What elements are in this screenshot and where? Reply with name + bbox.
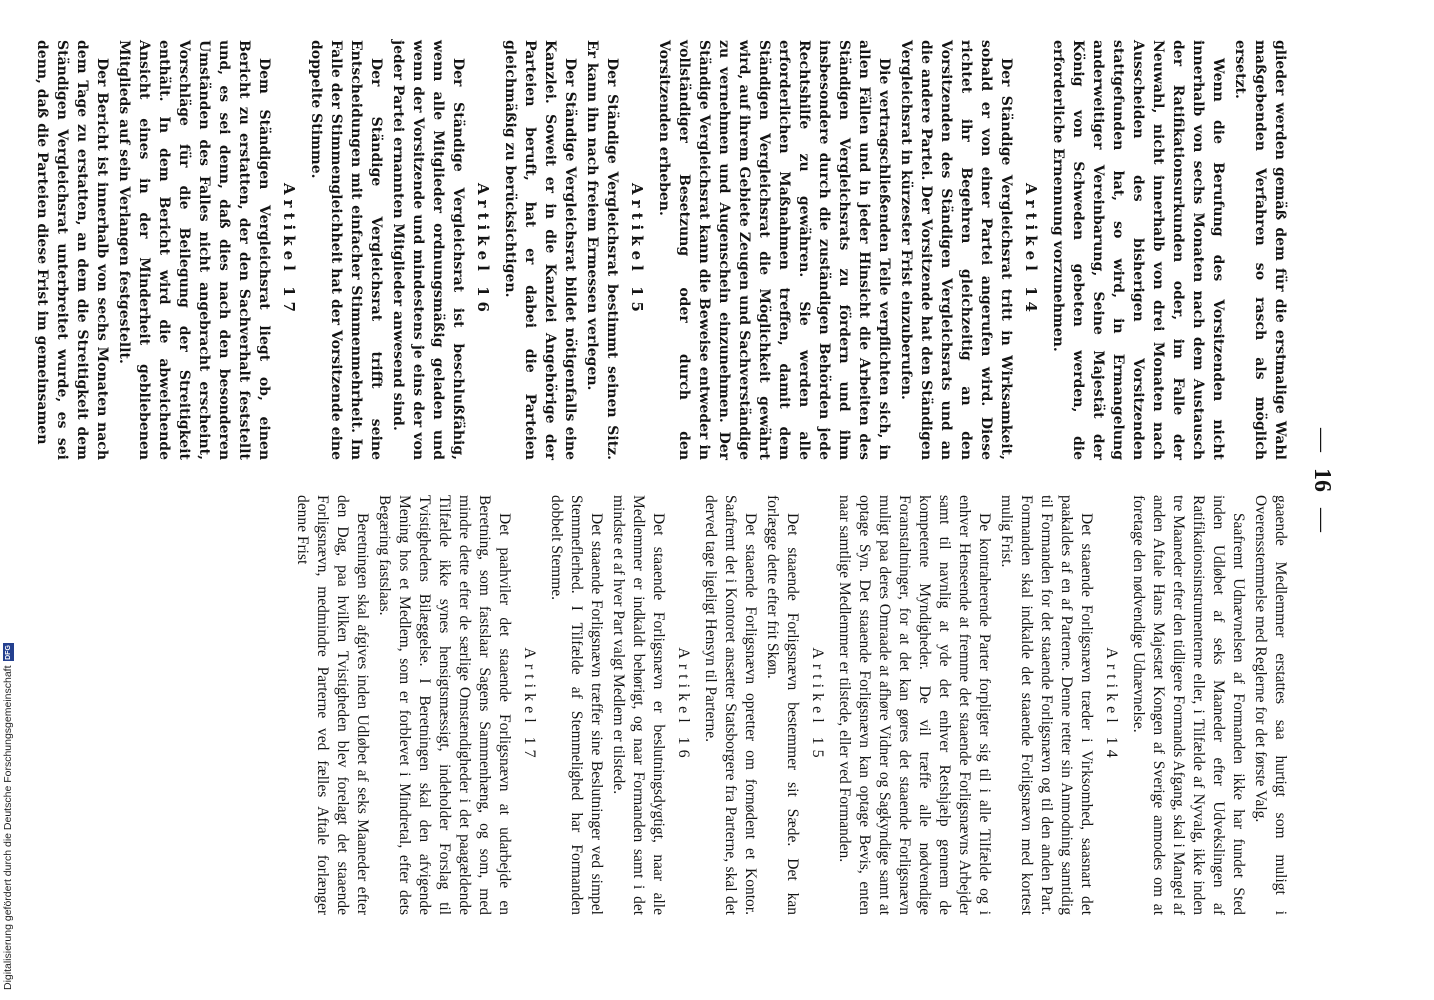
- dfg-logo-icon: DFG: [4, 645, 12, 660]
- german-article-16-heading: Artikel 16: [474, 183, 492, 317]
- german-article-15-paragraph-2: Der Ständige Vergleichsrat bildet nötigenfalls eine Kanzlei. Soweit er in die Kanzlei Angehörige der Parteien beruft, hat er dabei die Parteien gleichmäßig zu berücksichtigen.: [502, 40, 578, 460]
- page-header: [1302, 40, 1342, 920]
- credit-text: Digitalisierung gefördert durch die Deutsche Forschungsgemeinschaft: [2, 665, 14, 990]
- german-article-15-paragraph-1: Der Ständige Vergleichsrat bestimmt seinen Sitz. Er kann ihn nach freiem Ermessen verlegen.: [584, 40, 620, 460]
- german-column: [34, 40, 1290, 460]
- danish-article-14-paragraph-1: Det staaende Forligsnævn træder i Virksomhed, saasnart det paakaldes af en af Parterne. Denne retter sin Anmodning samtidig til Formanden for det staaende Forligsnævn og til den anden Part. Formanden skal indkalde det staaende Forligsnævn med kortest mulig Frist.: [998, 495, 1095, 915]
- danish-intro-continuation: gaaende Medlemmer erstattes saa hurtigt som muligt i Overensstemmelse med Reglerne for det første Valg.: [1252, 495, 1289, 915]
- german-article-15-heading: Artikel 15: [628, 183, 646, 317]
- danish-intro-paragraph: Saafremt Udnævnelsen af Formanden ikke har fundet Sted inden Udløbet af seks Maaneder efter Udvekslingen af Ratifikationsinstrumenterne eller, i Tilfælde af Nyvalg, ikke inden tre Maaneder efter den tidligere Formands Afgang, skal i Mangel af anden Aftale Hans Majestæt Kongen af Sverige anmodes om at foretage den nødvendige Udnævnelse.: [1130, 495, 1247, 915]
- german-article-16-paragraph-1: Der Ständige Vergleichsrat ist beschlußfähig, wenn alle Mitglieder ordnungsmäßig geladen und wenn der Vorsitzende und mindestens je eins der von jeder Partei ernannten Mitglieder anwesend sind.: [390, 40, 466, 460]
- german-article-17-paragraph-1: Dem Ständigen Vergleichsrat liegt ob, einen Bericht zu erstatten, der den Sachverhalt feststellt und, es sei denn, daß dies nach den besonderen Umständen des Falles nicht angebracht erscheint, Vorschläge für die Beilegung der Streitigkeit enthält. In dem Bericht wird die abweichende Ansicht eines in der Minderheit gebliebenen Mitglieds auf sein Verlangen festgestellt.: [116, 40, 272, 460]
- danish-article-15-heading: Artikel 15: [809, 647, 826, 763]
- german-article-17-heading: Artikel 17: [280, 183, 298, 317]
- danish-article-17-heading: Artikel 17: [521, 647, 538, 763]
- german-article-14-heading: Artikel 14: [1022, 183, 1040, 317]
- header-dash-right: —: [1309, 508, 1336, 532]
- danish-article-15-paragraph-2: Det staaende Forligsnævn opretter om fornødent et Kontor. Saafremt det i Kontoret ansætter Statsborgere fra Parterne, skal det derved tage ligeligt Hensyn til Parterne.: [702, 495, 759, 915]
- german-intro-paragraph: Wenn die Berufung des Vorsitzenden nicht innerhalb von sechs Monaten nach dem Austausch der Ratifikationsurkunden oder, im Falle der Neuwahl, nicht innerhalb von drei Monaten nach Ausscheiden des bisherigen Vorsitzenden stattgefunden hat, so wird, in Ermangelung anderweitiger Vereinbarung, Seine Majestät der König von Schweden gebeten werden, die erforderliche Ernennung vorzunehmen.: [1050, 40, 1226, 460]
- danish-article-17-paragraph-2: Beretningen skal afgives inden Udløbet af seks Maaneder efter den Dag, paa hvilken Tvistigheden blev forelagt det staaende Forligsnævn, medmindre Parterne ved fælles Aftale forlænger denne Frist: [294, 495, 371, 915]
- header-dash-left: —: [1309, 428, 1336, 452]
- danish-article-16-paragraph-2: Det staaende Forligsnævn træffer sine Beslutninger ved simpel Stemmeflerhed. I Tilfælde af Stemmelighed har Formanden dobbelt Stemme.: [548, 495, 605, 915]
- danish-article-15-paragraph-1: Det staaende Forligsnævn bestemmer sit Sæde. Det kan forlægge dette efter frit Skøn.: [764, 495, 801, 915]
- danish-article-14-heading: Artikel 14: [1103, 647, 1120, 763]
- danish-article-16-heading: Artikel 16: [675, 647, 692, 763]
- danish-column: [130, 495, 1290, 915]
- german-article-14-paragraph-1: Der Ständige Vergleichsrat tritt in Wirksamkeit, sobald er von einer Partei angerufen wird. Diese richtet ihr Begehren gleichzeitig an den Vorsitzenden des Ständigen Vergleichsrats und an die andere Partei. Der Vorsitzende hat den Ständigen Vergleichsrat in kürzester Frist einzuberufen.: [898, 40, 1014, 460]
- danish-article-14-paragraph-2: De kontraherende Parter forpligter sig til i alle Tilfælde og i enhver Henseende at fremme det staaende Forligsnævns Arbejder samt til navnlig at yde det enhver Retshjælp gennem de kompetente Myndigheder. De vil træffe alle nødvendige Foranstaltninger, for at det kan gøres det staaende Forligsnævn muligt paa deres Omraade at afhøre Vidner og Sagkyndige samt at optage Syn. Det staaende Forligsnævn kan optage Bevis, enten naar samtlige Medlemmer er tilstede, eller ved Formanden.: [836, 495, 993, 915]
- digitization-credit: [2, 643, 14, 990]
- german-article-17-paragraph-2: Der Bericht ist innerhalb von sechs Monaten nach dem Tage zu erstatten, an dem die Streitigkeit dem Ständigen Vergleichsrat unterbreitet wurde, es sei denn, daß die Parteien diese Frist im gemeinsamen: [34, 40, 110, 460]
- german-article-14-paragraph-2: Die vertragschließenden Teile verpflichten sich, in allen Fällen und in jeder Hinsicht die Arbeiten des Ständigen Vergleichsrats zu fördern und ihm insbesondere durch die zuständigen Behörden jede Rechtshilfe zu gewähren. Sie werden alle erforderlichen Maßnahmen treffen, damit dem Ständigen Vergleichsrat die Möglichkeit gewährt wird, auf ihrem Gebiete Zeugen und Sachverständige zu vernehmen und Augenschein einzunehmen. Der Ständige Vergleichsrat kann die Beweise entweder in vollständiger Besetzung oder durch den Vorsitzenden erheben.: [656, 40, 892, 460]
- danish-article-17-paragraph-1: Det paahviler det staaende Forligsnævn at udarbejde en Beretning, som fastslaar Sagens Sammenhæng, og som, med mindre dette efter de særlige Omstændigheder i det paagældende Tilfælde ikke synes hensigtsmæssigt, indeholder Forslag til Tvistighedens Bilæggelse. I Beretningen skal den afvigende Mening hos et Medlem, som er forblevet i Mindretal, efter dets Begæring fastslaas.: [376, 495, 513, 915]
- digitization-credit-bar: [0, 0, 16, 1000]
- scanned-page: [34, 40, 1342, 920]
- german-intro-continuation: glieder werden gemäß dem für die erstmalige Wahl maßgebenden Verfahren so rasch als möglich ersetzt.: [1232, 40, 1288, 460]
- german-article-16-paragraph-2: Der Ständige Vergleichsrat trifft seine Entscheidungen mit einfacher Stimmenmehrheit. Im Falle der Stimmengleichheit hat der Vorsitzende eine doppelte Stimme.: [308, 40, 384, 460]
- danish-article-16-paragraph-1: Det staaende Forligsnævn er beslutningsdygtigt, naar alle Medlemmer er indkaldt behørigt, og naar Formanden samt i det mindste et af hver Part valgt Medlem er tilstede.: [610, 495, 667, 915]
- page-number: 16: [1309, 468, 1336, 492]
